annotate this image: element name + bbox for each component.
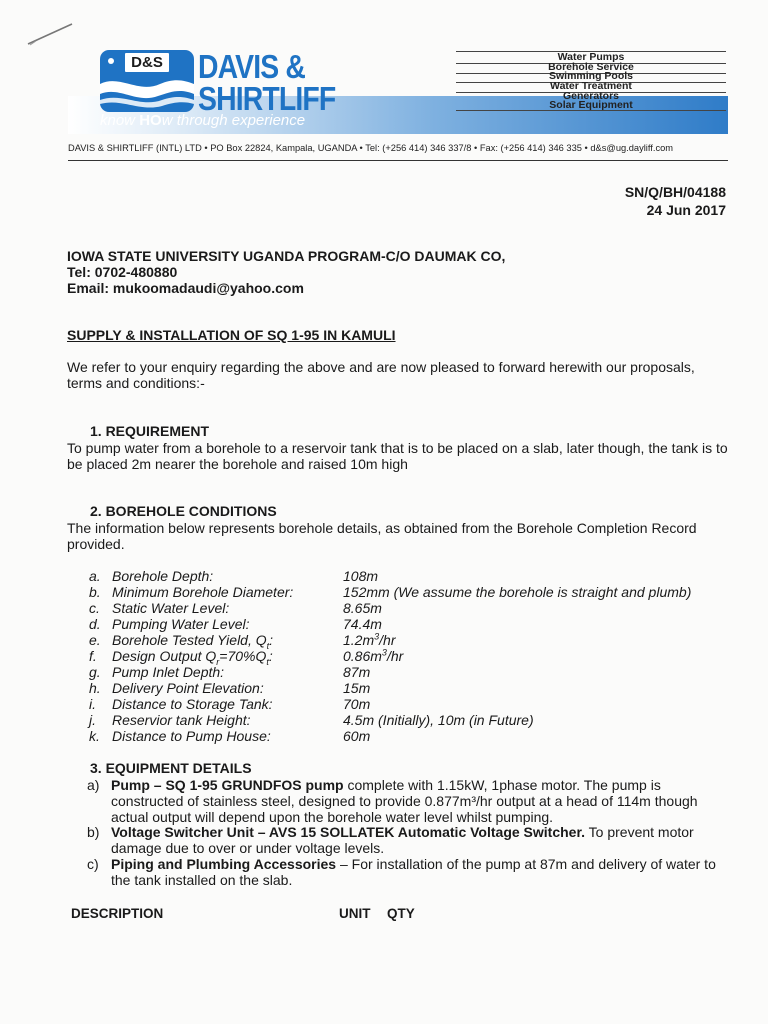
list-item-label: Distance to Pump House: [112,728,271,744]
list-item-letter: d. [89,616,101,632]
list-item-letter: g. [89,664,101,680]
equipment-name: Piping and Plumbing Accessories [111,856,337,872]
list-item-letter: i. [89,696,96,712]
reference-date: 24 Jun 2017 [646,202,726,218]
requirement-text: To pump water from a borehole to a reservoir tank that is to be placed on a slab, later though, the tank is to be placed 2m nearer the borehole and raised 10m high [67,440,728,472]
list-item-value: 4.5m (Initially), 10m (in Future) [343,712,534,728]
service-item: Generators [562,90,620,102]
list-item-letter: b. [89,584,101,600]
list-item-letter: a. [89,568,101,584]
list-item-value: $1.2m^3/hr$ [343,631,396,648]
subject-line: SUPPLY & INSTALLATION OF SQ 1-95 IN KAMULI [67,327,396,343]
service-item: Water Pumps [557,51,625,63]
value-text: 1.2m [343,632,375,648]
service-rule [456,110,726,111]
list-item-value: 15m [343,680,371,696]
list-item-label: Borehole Tested Yield, $Q_t$: [112,632,274,651]
list-item-label: Minimum Borehole Diameter: [112,584,294,600]
list-item-label: Reservior tank Height: [112,712,251,728]
service-item: Water Treatment [550,80,632,92]
list-item-letter: e. [89,632,101,648]
contact-line: DAVIS & SHIRTLIFF (INTL) LTD • PO Box 22824, Kampala, UGANDA • Tel: (+256 414) 346 337/8 • Fax: (+256 414) 346 335 • d&s@ug.dayliff.com [68,143,674,153]
column-header-unit: UNIT [339,906,371,921]
equipment-name: Voltage Switcher Unit – AVS 15 SOLLATEK Automatic Voltage Switcher. [111,824,586,840]
list-item-label: Distance to Storage Tank: [112,696,273,712]
list-item-letter: f. [89,648,97,664]
equipment-description: To prevent motor damage due to over or under voltage levels. [111,824,694,856]
service-item: Solar Equipment [549,99,633,111]
list-item-letter: c. [89,600,100,616]
equipment-description: – For installation of the pump at 87m and delivery of water to the tank installed on the slab. [111,856,716,888]
list-item-value: 87m [343,664,371,680]
tagline-prefix: know [100,112,140,129]
recipient-email: Email: mukoomadaudi@yahoo.com [67,280,304,296]
list-item-letter: k. [89,728,100,744]
label-text: Design Output Q [112,648,217,664]
list-item-value: 70m [343,696,371,712]
list-item-value: 108m [343,568,379,584]
list-item-label: Static Water Level: [112,600,230,616]
company-logo [100,50,194,112]
list-item [111,856,723,888]
list-item-label: Pumping Water Level: [112,616,250,632]
list-item-value: 152mm (We assume the borehole is straight and plumb) [343,584,692,600]
section-heading-equipment: 3. EQUIPMENT DETAILS [90,760,252,776]
brand-name-line2: SHIRTLIFF [198,80,336,117]
list-item [111,777,723,825]
equipment-name: Pump – SQ 1-95 GRUNDFOS pump [111,777,344,793]
logo-dot [108,58,114,64]
tagline-suffix: w through experience [161,112,306,129]
list-item-letter: c) [87,856,99,872]
list-item-letter: j. [89,712,96,728]
list-item-value: 74.4m [343,616,382,632]
equipment-description: complete with 1.15kW, 1phase motor. The pump is constructed of stainless steel, designed to provide 0.877m³/hr output at a head of 114m though actual output will depend upon the borehole water level whilst pumping. [111,777,698,825]
section-heading-requirement: 1. REQUIREMENT [90,423,210,439]
reference-number: SN/Q/BH/04188 [624,184,726,200]
logo-tag: D&S [123,51,171,74]
header-divider [68,160,728,161]
list-item-label: Pump Inlet Depth: [112,664,225,680]
company-tagline [100,112,305,130]
list-item-value: $0.86m^3/hr$ [343,647,404,664]
value-text: 0.86m [343,648,382,664]
list-item-letter: h. [89,680,101,696]
brand-name-line1: DAVIS & [198,48,305,85]
list-item-letter: a) [87,777,100,793]
tagline-highlight: HO [139,112,162,129]
service-item: Swimming Pools [548,70,633,82]
list-item-value: 60m [343,728,371,744]
list-item-letter: b) [87,824,100,840]
recipient-tel: Tel: 0702-480880 [67,264,178,280]
intro-paragraph: We refer to your enquiry regarding the above and are now pleased to forward herewith our proposals, terms and conditions:- [67,359,695,391]
list-item [111,824,723,856]
column-header-qty: QTY [387,906,415,921]
column-header-description: DESCRIPTION [71,906,164,921]
list-item-value: 8.65m [343,600,382,616]
borehole-intro-text: The information below represents borehole details, as obtained from the Borehole Completion Record provided. [67,520,697,552]
list-item-label: Borehole Depth: [112,568,214,584]
service-item: Borehole Service [548,61,634,73]
recipient-name: IOWA STATE UNIVERSITY UGANDA PROGRAM-C/O DAUMAK CO, [67,248,506,264]
list-item-label: Design Output $Q_r=70\%Q_t$: [112,648,273,667]
section-heading-borehole: 2. BOREHOLE CONDITIONS [90,503,277,519]
pen-mark [26,22,76,48]
label-text: Borehole Tested Yield, Q [112,632,267,648]
list-item-label: Delivery Point Elevation: [112,680,264,696]
